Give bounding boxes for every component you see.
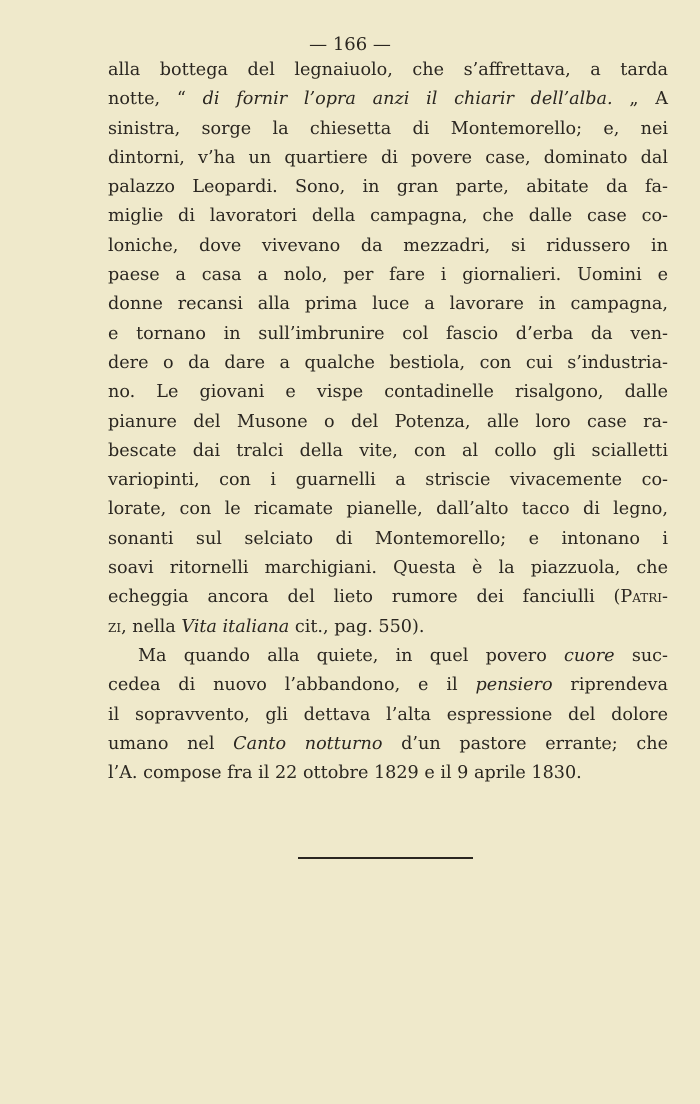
text-line: [108, 466, 668, 495]
text-segment: „ A: [612, 89, 668, 110]
text-line: [108, 759, 668, 788]
text-segment: bescate dai tralci della vite, con al collo gli scialletti: [108, 440, 668, 461]
page-number: — 166 —: [309, 34, 391, 55]
text-line: [108, 144, 668, 173]
text-segment: loniche, dove vivevano da mezzadri, si ridussero in: [108, 235, 668, 256]
text-segment: sinistra, sorge la chiesetta di Montemorello; e, nei: [108, 118, 668, 139]
text-line: [108, 642, 668, 671]
italic-text: Vita italiana: [181, 616, 290, 637]
text-segment: notte, “: [108, 89, 203, 110]
text-line: [108, 613, 668, 642]
text-line: [108, 378, 668, 407]
text-segment: cedea di nuovo l’abbandono, e il: [108, 675, 476, 696]
text-segment: il sopravvento, gli dettava l’alta espressione del dolore: [108, 704, 668, 725]
text-line: [108, 671, 668, 700]
text-segment: echeggia ancora del lieto rumore dei fanciulli (: [108, 587, 621, 608]
text-line: [108, 85, 668, 114]
text-line: [108, 173, 668, 202]
text-segment: riprendeva: [552, 675, 668, 696]
body-text: [108, 56, 668, 788]
italic-text: cuore: [564, 645, 615, 666]
italic-text: pensiero: [475, 675, 553, 696]
text-segment: paese a casa a nolo, per fare i giornalieri. Uomini e: [108, 265, 668, 286]
text-segment: d’un pastore errante; che: [382, 733, 668, 754]
text-segment: sonanti sul selciato di Montemorello; e intonano i: [108, 528, 668, 549]
text-line: [108, 554, 668, 583]
text-line: [108, 437, 668, 466]
text-segment: cit., pag. 550).: [289, 616, 425, 637]
text-segment: dere o da dare a qualche bestiola, con cui s’industria-: [108, 352, 668, 373]
text-line: [108, 583, 668, 612]
text-segment: no. Le giovani e vispe contadinelle risalgono, dalle: [108, 382, 668, 403]
text-line: [108, 232, 668, 261]
text-line: [108, 495, 668, 524]
text-line: [108, 730, 668, 759]
text-line: [108, 408, 668, 437]
text-segment: alla bottega del legnaiuolo, che s’affrettava, a tarda: [108, 60, 668, 80]
text-segment: donne recansi alla prima luce a lavorare in campagna,: [108, 294, 668, 315]
text-line: [108, 525, 668, 554]
text-segment: palazzo Leopardi. Sono, in gran parte, abitate da fa-: [108, 177, 668, 198]
text-line: [108, 320, 668, 349]
text-segment: lorate, con le ricamate pianelle, dall’alto tacco di legno,: [108, 499, 668, 520]
italic-text: di fornir l’opra anzi il chiarir dell’alba.: [202, 89, 613, 110]
text-segment: e tornano in sull’imbrunire col fascio d’erba da ven-: [108, 323, 668, 344]
text-line: [108, 56, 668, 85]
italic-text: Canto notturno: [233, 733, 383, 754]
text-segment: suc-: [614, 645, 668, 666]
text-segment: soavi ritornelli marchigiani. Questa è la piazzuola, che: [108, 558, 668, 579]
text-line: [108, 701, 668, 730]
text-segment: , nella: [121, 616, 182, 637]
text-line: [108, 290, 668, 319]
text-line: [108, 202, 668, 231]
text-segment: pianure del Musone o del Potenza, alle loro case ra-: [108, 411, 668, 432]
text-segment: dintorni, v’ha un quartiere di povere case, dominato dal: [108, 147, 668, 168]
text-line: [108, 115, 668, 144]
text-segment: l’A. compose fra il 22 ottobre 1829 e il 9 aprile 1830.: [108, 763, 582, 784]
small-caps-text: Patri-: [620, 587, 668, 608]
small-caps-text: zi: [108, 616, 122, 637]
text-segment: miglie di lavoratori della campagna, che dalle case co-: [108, 206, 668, 227]
text-segment: variopinti, con i guarnelli a striscie vivacemente co-: [108, 470, 668, 491]
section-divider: [298, 857, 473, 859]
text-line: [108, 349, 668, 378]
text-line: [108, 261, 668, 290]
text-segment: Ma quando alla quiete, in quel povero: [138, 645, 564, 666]
text-segment: umano nel: [108, 733, 234, 754]
